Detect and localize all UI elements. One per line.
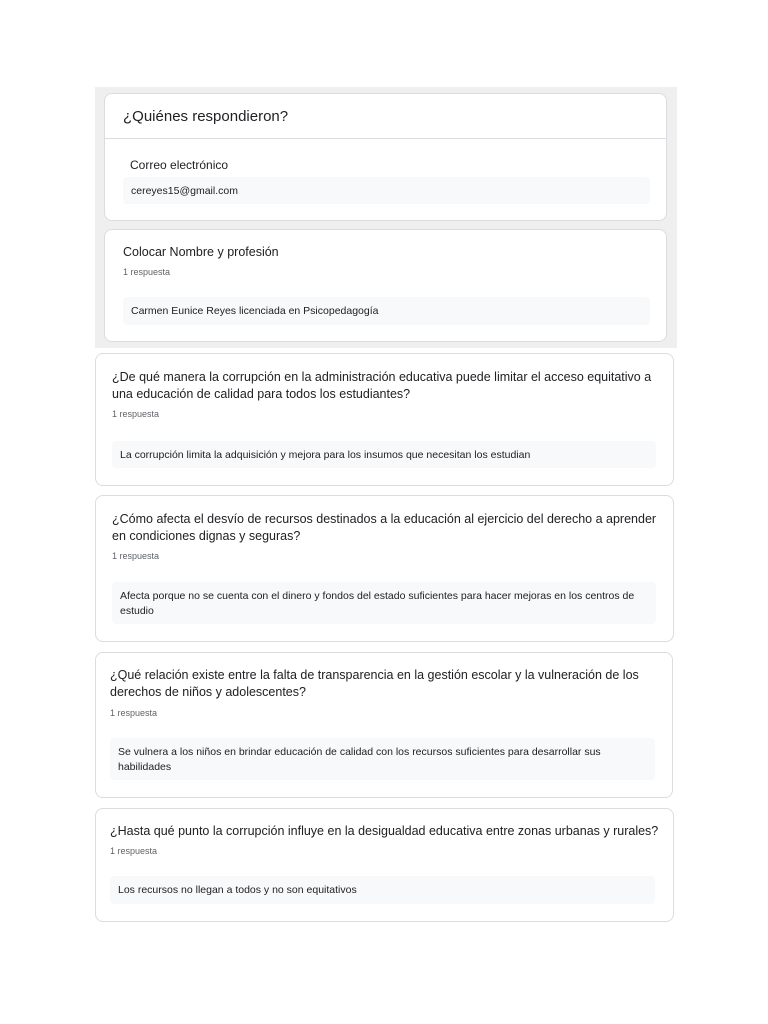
question-title: ¿Cómo afecta el desvío de recursos destinados a la educación al ejercicio del derecho a aprender en condiciones dignas y seguras? [112,512,657,543]
question-card-name [104,229,667,342]
respondents-card [104,93,667,221]
answer-text: Los recursos no llegan a todos y no son equitativos [110,876,655,904]
question-title: ¿Hasta qué punto la corrupción influye en la desigualdad educativa entre zonas urbanas y rurales? [110,824,659,838]
response-count: 1 respuesta [110,846,158,856]
respondents-title: ¿Quiénes respondieron? [123,108,289,125]
answer-text: Se vulnera a los niños en brindar educación de calidad con los recursos suficientes para desarrollar sus habilidades [110,738,655,780]
question-title: Colocar Nombre y profesión [123,245,279,259]
question-card-transparency [95,652,673,798]
question-title: ¿Qué relación existe entre la falta de transparencia en la gestión escolar y la vulneración de los derechos de niños y adolescentes? [110,668,639,699]
question-title: ¿De qué manera la corrupción en la administración educativa puede limitar el acceso equitativo a una educación de calidad para todos los estudiantes? [112,370,652,401]
answer-text: La corrupción limita la adquisición y mejora para los insumos que necesitan los estudian [112,441,656,468]
question-card-access [95,353,674,486]
answer-text: Carmen Eunice Reyes licenciada en Psicopedagogía [123,297,650,325]
email-label: Correo electrónico [130,158,229,172]
response-count: 1 respuesta [112,409,160,419]
question-card-resources [95,495,674,642]
email-value: cereyes15@gmail.com [123,177,650,204]
respondents-divider [105,138,666,139]
answer-text: Afecta porque no se cuenta con el dinero y fondos del estado suficientes para hacer mejoras en los centros de estudio [112,582,656,624]
response-count: 1 respuesta [123,267,171,277]
response-count: 1 respuesta [112,551,160,561]
question-card-inequality [95,808,674,922]
response-count: 1 respuesta [110,708,158,718]
